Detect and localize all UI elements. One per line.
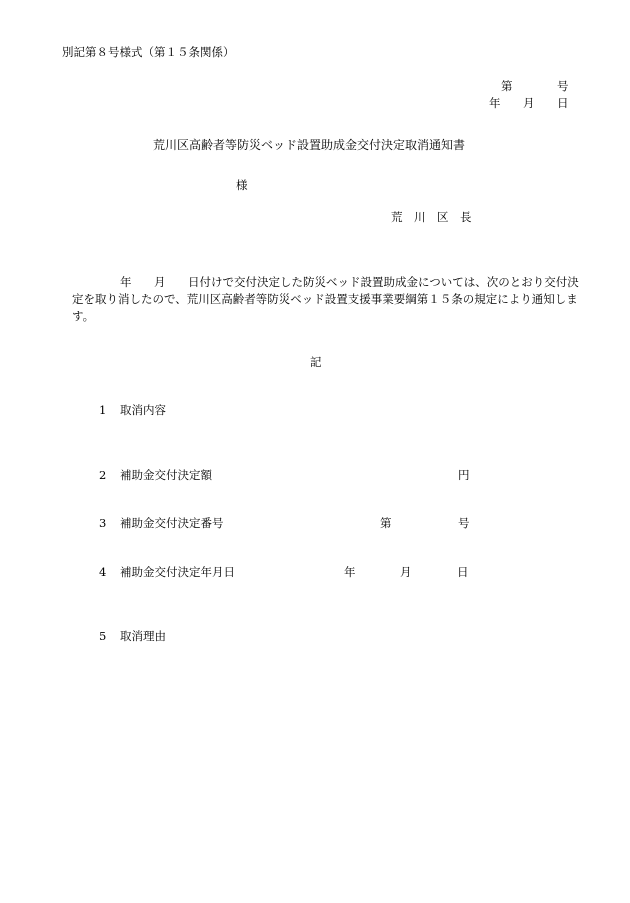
item-label-decision-amount: 補助金交付決定額 [120,468,212,482]
doc-number-dai: 第 [501,79,513,93]
date-year-label: 年 [489,96,501,110]
item-label-decision-number: 補助金交付決定番号 [120,516,224,530]
doc-number-go: 号 [557,79,569,93]
item-go: 号 [458,516,470,530]
item-label-cancel-reason: 取消理由 [120,629,166,643]
item-unit-yen: 円 [458,468,470,482]
body-line-2: 定を取り消したので、荒川区高齢者等防災ベッド設置支援事業要綱第１５条の規定により通知しま [72,292,578,306]
item-day: 日 [457,565,469,579]
item-number: 1 [99,403,107,417]
form-label: 別記第８号様式（第１５条関係） [62,45,235,59]
issuer-name: 荒 川 区 長 [391,210,472,224]
ki-heading: 記 [310,355,322,369]
item-number: 2 [99,468,107,482]
body-line-3: す。 [72,309,95,323]
body-line-1: 日付けで交付決定した防災ベッド設置助成金については、次のとおり交付決 [188,275,579,289]
item-number: 3 [99,516,107,530]
body-date-month: 月 [154,275,166,289]
item-number: 4 [99,565,107,579]
item-number: 5 [99,629,107,643]
item-dai: 第 [380,516,392,530]
date-day-label: 日 [557,96,569,110]
body-date-year: 年 [120,275,132,289]
item-year: 年 [344,565,356,579]
item-label-cancel-content: 取消内容 [120,403,166,417]
item-label-decision-date: 補助金交付決定年月日 [120,565,235,579]
document-title: 荒川区高齢者等防災ベッド設置助成金交付決定取消通知書 [153,138,466,152]
addressee-suffix: 様 [236,178,248,192]
date-month-label: 月 [523,96,535,110]
item-month: 月 [400,565,412,579]
